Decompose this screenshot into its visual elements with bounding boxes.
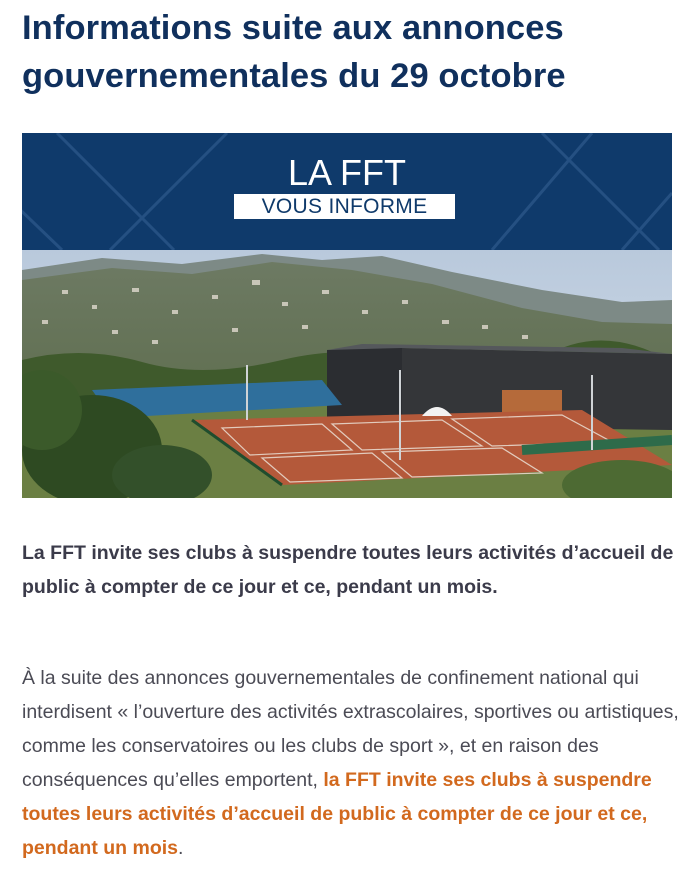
body-text-start: À la suite des annonces gouvernementales de confinement national qui interdisent « l’ouverture des activités extrascolaires, sportives ou artistiques, comme les conservatoires ou les clubs de sport », et en raison des conséquences qu’elles emportent, xyxy=(22,667,679,791)
banner-subtitle: VOUS INFORME xyxy=(234,194,455,219)
article-intro: La FFT invite ses clubs à suspendre toutes leurs activités d’accueil de public à compter de ce jour et ce, pendant un mois. xyxy=(22,542,674,598)
article-banner xyxy=(22,133,672,498)
article-title: Informations suite aux annonces gouvernementales du 29 octobre xyxy=(22,9,566,95)
tennis-center-photo xyxy=(22,250,672,498)
body-highlight: la FFT invite ses clubs à suspendre toutes leurs activités d’accueil de public à compter de ce jour et ce, pendant un mois xyxy=(22,769,652,859)
body-text-end: . xyxy=(178,837,184,859)
banner-title: LA FFT xyxy=(287,152,407,193)
banner-header xyxy=(22,133,672,250)
article-body xyxy=(22,661,682,865)
